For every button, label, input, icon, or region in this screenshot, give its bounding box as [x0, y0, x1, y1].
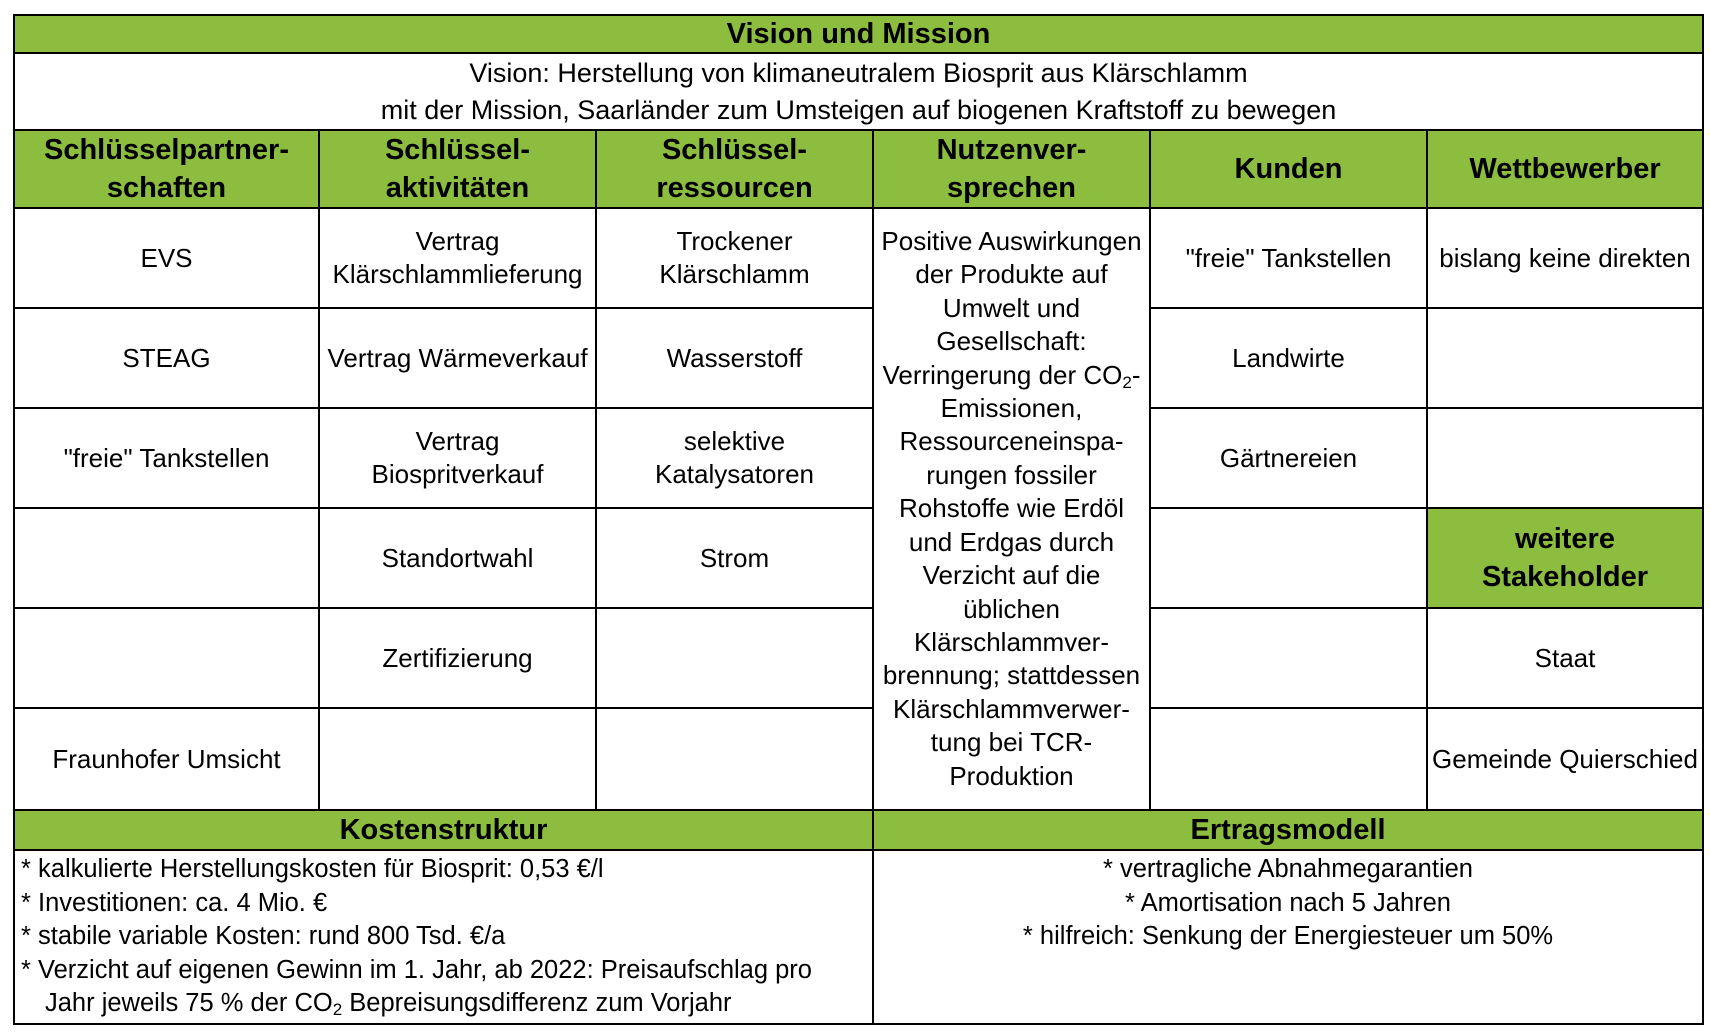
activity-line: Biospritverkauf — [371, 459, 544, 489]
cost-item: * kalkulierte Herstellungskosten für Biosprit: 0,53 €/l — [21, 855, 604, 883]
partner-label: "freie" Tankstellen — [63, 442, 270, 473]
activity-cell — [318, 207, 597, 309]
resource-cell — [595, 707, 874, 811]
activity-cell — [318, 607, 597, 709]
customer-cell — [1149, 707, 1428, 811]
vision-line-2: mit der Mission, Saarländer zum Umsteigen auf biogenen Kraftstoff zu bewegen — [380, 94, 1337, 125]
value-co2-line — [881, 359, 1141, 392]
customer-label: "freie" Tankstellen — [1185, 242, 1392, 273]
header-line: Kunden — [1234, 153, 1343, 185]
header-key-activities — [318, 129, 597, 209]
partner-cell — [13, 707, 320, 811]
partner-label: EVS — [140, 242, 193, 273]
partner-cell — [13, 607, 320, 709]
stakeholder-cell — [1426, 607, 1704, 709]
stakeholder-label: Gemeinde Quierschied — [1432, 743, 1698, 774]
header-line: sprechen — [947, 172, 1076, 204]
header-key-resources — [595, 129, 874, 209]
activity-cell — [318, 407, 597, 509]
stakeholder-label: Staat — [1534, 642, 1596, 673]
competitor-label: bislang keine direkten — [1439, 242, 1691, 273]
value-line: Rohstoffe wie Erdöl — [899, 493, 1124, 524]
customer-cell — [1149, 207, 1428, 309]
value-line: der Produkte auf — [915, 259, 1108, 290]
header-stakeholders — [1426, 507, 1704, 609]
value-line: Positive Auswirkungen — [881, 226, 1142, 257]
activity-line: Vertrag — [415, 226, 500, 256]
value-co2-prefix: Verringerung der CO — [882, 359, 1123, 390]
customer-label: Landwirte — [1232, 342, 1345, 373]
value-co2-suffix: - — [1131, 359, 1141, 390]
value-line: Verzicht auf die — [922, 560, 1101, 591]
activity-cell — [318, 707, 597, 811]
cost-item: * stabile variable Kosten: rund 800 Tsd. €/a — [21, 922, 506, 950]
customer-cell — [1149, 507, 1428, 609]
activity-line: Vertrag Wärmeverkauf — [327, 342, 588, 373]
resource-line: Katalysatoren — [655, 459, 814, 489]
value-line: Klärschlammverwer- — [893, 693, 1130, 724]
value-line: Umwelt und — [942, 292, 1081, 323]
activity-cell — [318, 507, 597, 609]
revenue-model-list — [872, 849, 1704, 1025]
revenue-item: * vertragliche Abnahmegarantien — [1102, 855, 1473, 883]
title-text: Vision und Mission — [726, 17, 991, 50]
activity-line: Zertifizierung — [382, 642, 533, 673]
header-line: ressourcen — [656, 172, 813, 204]
resource-line: Wasserstoff — [666, 342, 803, 373]
value-line: üblichen — [963, 593, 1060, 624]
co2-subscript: 2 — [1122, 372, 1132, 392]
header-line: Wettbewerber — [1469, 153, 1661, 185]
value-line: Ressourceneinspa- — [899, 426, 1124, 457]
customer-cell — [1149, 407, 1428, 509]
customer-cell — [1149, 307, 1428, 409]
header-line: Schlüssel- — [661, 134, 808, 166]
competitor-cell — [1426, 207, 1704, 309]
resource-line: Trockener — [676, 226, 793, 256]
partner-cell — [13, 407, 320, 509]
cost-last-prefix: Jahr jeweils 75 % der CO — [45, 989, 333, 1017]
header-key-partners — [13, 129, 320, 209]
value-line: und Erdgas durch — [908, 526, 1115, 557]
header-value-proposition — [872, 129, 1151, 209]
revenue-model-title: Ertragsmodell — [1190, 813, 1386, 846]
value-proposition-cell — [872, 207, 1151, 811]
header-line: Schlüssel- — [384, 134, 531, 166]
value-line: Produktion — [949, 760, 1074, 791]
cost-item: * Investitionen: ca. 4 Mio. € — [21, 888, 328, 917]
header-line: schaften — [106, 172, 227, 204]
resource-cell — [595, 407, 874, 509]
partner-label: STEAG — [122, 342, 211, 373]
header-revenue-model — [872, 809, 1704, 851]
value-line: brennung; stattdessen — [882, 660, 1141, 691]
resource-line: selektive — [683, 426, 786, 456]
value-line: Gesellschaft: — [936, 326, 1087, 357]
cost-item-continued — [21, 987, 732, 1021]
value-line: Klärschlammver- — [913, 626, 1109, 657]
vision-mission-title — [13, 14, 1704, 54]
resource-cell — [595, 507, 874, 609]
header-competitors — [1426, 129, 1704, 209]
vision-statement — [13, 52, 1704, 131]
competitor-cell — [1426, 307, 1704, 409]
header-line: Nutzenver- — [936, 134, 1087, 166]
partner-cell — [13, 507, 320, 609]
header-line: aktivitäten — [385, 172, 530, 204]
customer-label: Gärtnereien — [1219, 442, 1358, 473]
co2-subscript: 2 — [332, 1000, 343, 1019]
partner-cell — [13, 207, 320, 309]
activity-line: Vertrag — [415, 426, 500, 456]
cost-last-suffix: Bepreisungsdifferenz zum Vorjahr — [342, 989, 732, 1017]
cost-item: * Verzicht auf eigenen Gewinn im 1. Jahr, ab 2022: Preisaufschlag pro — [21, 955, 812, 984]
header-line: weitere — [1515, 523, 1615, 555]
resource-cell — [595, 307, 874, 409]
header-line: Schlüsselpartner- — [44, 134, 289, 166]
value-line: rungen fossiler — [926, 459, 1097, 490]
partner-cell — [13, 307, 320, 409]
competitor-cell — [1426, 407, 1704, 509]
activity-line: Standortwahl — [381, 542, 534, 573]
activity-line: Klärschlammlieferung — [332, 259, 583, 289]
cost-structure-title: Kostenstruktur — [339, 813, 548, 846]
revenue-item: * Amortisation nach 5 Jahren — [1124, 888, 1451, 917]
header-customers — [1149, 129, 1428, 209]
partner-label: Fraunhofer Umsicht — [52, 743, 281, 774]
vision-line-1: Vision: Herstellung von klimaneutralem Biosprit aus Klärschlamm — [469, 57, 1248, 88]
header-line: Stakeholder — [1482, 561, 1648, 593]
resource-line: Klärschlamm — [659, 259, 810, 289]
resource-cell — [595, 607, 874, 709]
value-line: tung bei TCR- — [930, 727, 1093, 758]
activity-cell — [318, 307, 597, 409]
resource-cell — [595, 207, 874, 309]
customer-cell — [1149, 607, 1428, 709]
resource-line: Strom — [699, 542, 770, 573]
revenue-item: * hilfreich: Senkung der Energiesteuer um 50% — [1022, 922, 1554, 950]
value-line: Emissionen, — [940, 393, 1083, 424]
cost-structure-list — [13, 849, 874, 1025]
stakeholder-cell — [1426, 707, 1704, 811]
header-cost-structure — [13, 809, 874, 851]
